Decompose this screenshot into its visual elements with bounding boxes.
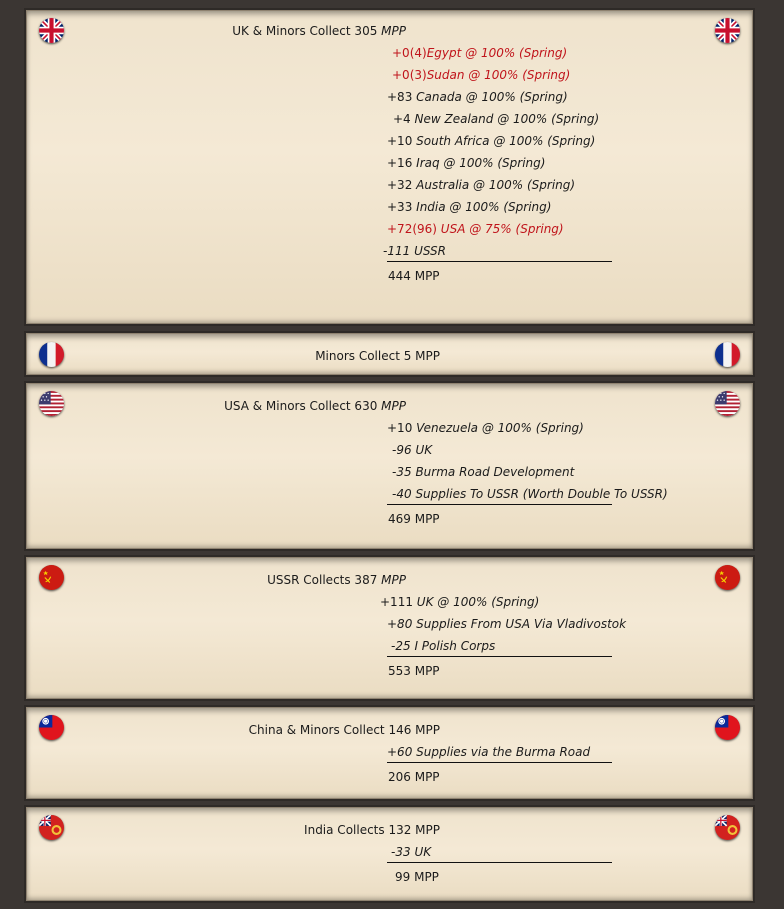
income-entry: -25 I Polish Corps [391,639,496,653]
income-entry: -35 Burma Road Development [392,465,575,479]
total-value: 553 MPP [388,664,440,678]
total-value: 444 MPP [388,269,440,283]
income-entry: +10 Venezuela @ 100% (Spring) [387,421,584,435]
france-flag-icon [715,342,740,367]
panel-title: UK & Minors Collect 305 MPP [232,24,406,38]
total-divider [387,261,612,262]
india-flag-icon [715,815,740,840]
ussr-flag-icon [715,565,740,590]
total-divider [387,862,612,863]
total-value: 469 MPP [388,512,440,526]
income-entry: -96 UK [392,443,433,457]
india-collection-panel [24,805,755,903]
panel-title: India Collects 132 MPP [304,823,440,837]
panel-title: USA & Minors Collect 630 MPP [224,399,406,413]
income-entry: +32 Australia @ 100% (Spring) [387,178,576,192]
france-collection-panel [24,331,755,377]
usa-collection-panel [24,381,755,551]
income-entry: +83 Canada @ 100% (Spring) [387,90,568,104]
income-entry: +60 Supplies via the Burma Road [387,745,591,759]
china-flag-icon [715,715,740,740]
china-collection-panel [24,705,755,801]
uk-collection-panel [24,8,755,326]
income-entry: +72(96) USA @ 75% (Spring) [387,222,564,236]
ussr-collection-panel [24,555,755,701]
panel-title: China & Minors Collect 146 MPP [248,723,440,737]
total-divider [387,504,612,505]
total-divider [387,656,612,657]
panel-title: Minors Collect 5 MPP [315,349,440,363]
uk-flag-icon [715,18,740,43]
income-entry: +0(3)Sudan @ 100% (Spring) [392,68,571,82]
income-entry: +0(4)Egypt @ 100% (Spring) [392,46,568,60]
income-entry: +80 Supplies From USA Via Vladivostok [387,617,627,631]
total-value: 206 MPP [388,770,440,784]
income-entry: +10 South Africa @ 100% (Spring) [387,134,596,148]
total-value: 99 MPP [395,870,439,884]
income-entry: +111 UK @ 100% (Spring) [380,595,540,609]
income-entry: -40 Supplies To USSR (Worth Double To USSR) [392,487,668,501]
panel-title: USSR Collects 387 MPP [267,573,406,587]
income-entry: -33 UK [391,845,432,859]
usa-flag-icon [715,391,740,416]
income-entry: +4 New Zealand @ 100% (Spring) [393,112,600,126]
total-divider [387,762,612,763]
income-entry: -111 USSR [383,244,446,258]
income-entry: +33 India @ 100% (Spring) [387,200,552,214]
income-entry: +16 Iraq @ 100% (Spring) [387,156,546,170]
